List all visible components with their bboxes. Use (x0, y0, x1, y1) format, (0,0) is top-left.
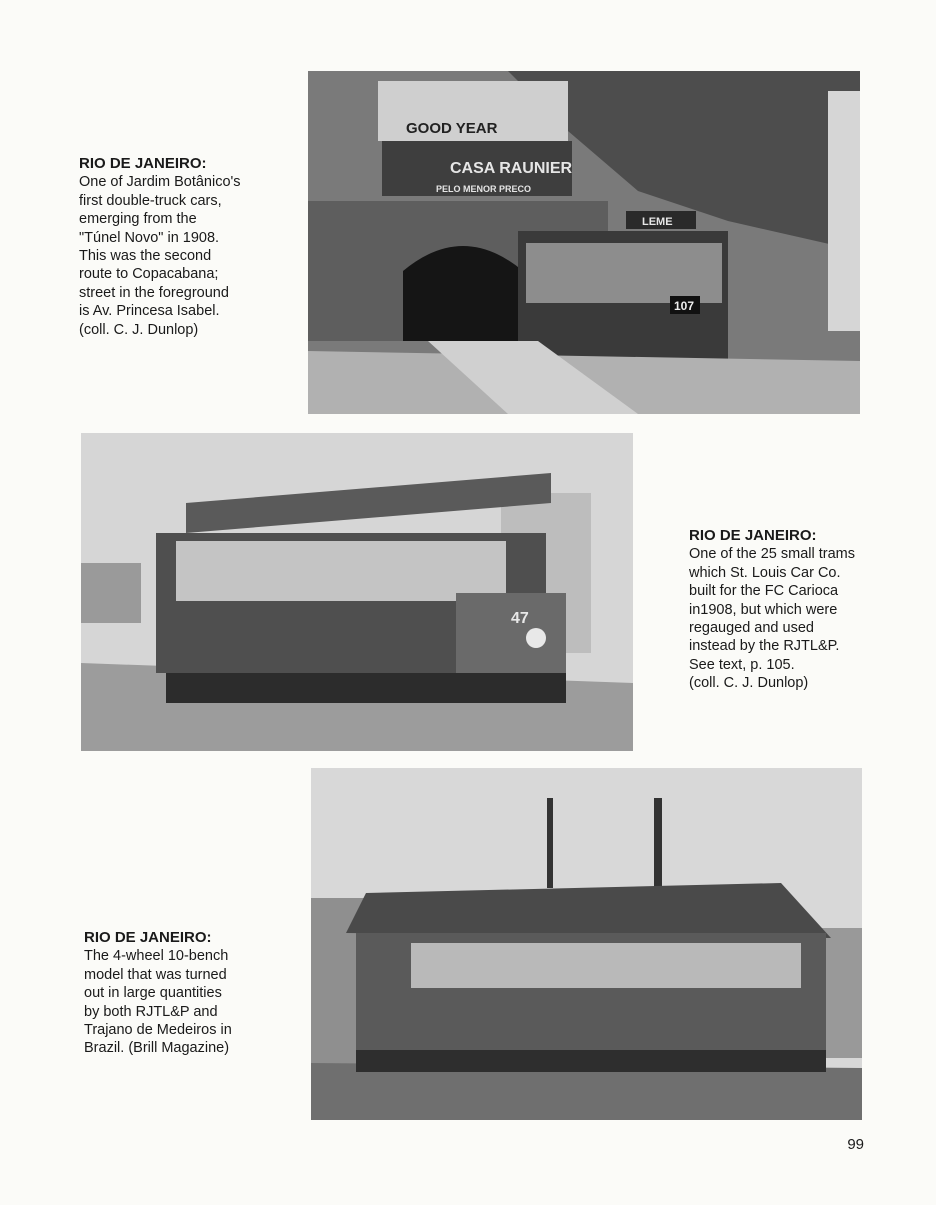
caption-line: Trajano de Medeiros in (84, 1022, 232, 1039)
sign-casa-text: CASA RAUNIER (450, 160, 573, 177)
caption-line: The 4-wheel 10-bench (84, 948, 229, 965)
caption-line: which St. Louis Car Co. (689, 564, 841, 581)
caption-ten-bench-tram (84, 929, 284, 1058)
caption-line: This was the second (79, 248, 212, 265)
caption-line: street in the foreground (79, 284, 229, 301)
tram-number-47: 47 (511, 610, 529, 627)
caption-line: in1908, but which were (689, 601, 838, 618)
caption-line: Brazil. (Brill Magazine) (84, 1040, 230, 1057)
caption-line: "Túnel Novo" in 1908. (79, 229, 220, 246)
destination-board-text: LEME (642, 216, 673, 228)
tram-number-107: 107 (674, 299, 695, 313)
caption-line: (coll. C. J. Dunlop) (79, 321, 199, 338)
caption-heading: RIO DE JANEIRO: (84, 929, 212, 946)
caption-tunnel-tram (79, 155, 279, 339)
caption-line: model that was turned (84, 966, 227, 983)
caption-line: first double-truck cars, (79, 192, 222, 209)
caption-line: regauged and used (689, 620, 814, 637)
caption-line: route to Copacabana; (79, 266, 219, 283)
caption-line: is Av. Princesa Isabel. (79, 303, 220, 320)
caption-line: See text, p. 105. (689, 656, 795, 673)
sign-preco-text: PELO MENOR PRECO (436, 184, 532, 194)
caption-line: One of the 25 small trams (689, 546, 856, 563)
sign-goodyear-text: GOOD YEAR (406, 120, 498, 137)
caption-line: emerging from the (79, 211, 197, 228)
caption-line: (coll. C. J. Dunlop) (689, 675, 809, 692)
caption-line: instead by the RJTL&P. (689, 638, 840, 655)
page-number: 99 (847, 1136, 864, 1153)
photo-tunnel-tram (308, 71, 860, 414)
photo-ten-bench-tram (311, 768, 862, 1120)
caption-heading: RIO DE JANEIRO: (689, 527, 817, 544)
caption-heading: RIO DE JANEIRO: (79, 155, 207, 172)
photo-st-louis-tram (81, 433, 633, 751)
caption-st-louis-tram (689, 527, 889, 693)
caption-line: One of Jardim Botânico's (79, 174, 241, 191)
caption-line: built for the FC Carioca (689, 583, 839, 600)
caption-line: out in large quantities (84, 985, 222, 1002)
caption-line: by both RJTL&P and (84, 1003, 218, 1020)
